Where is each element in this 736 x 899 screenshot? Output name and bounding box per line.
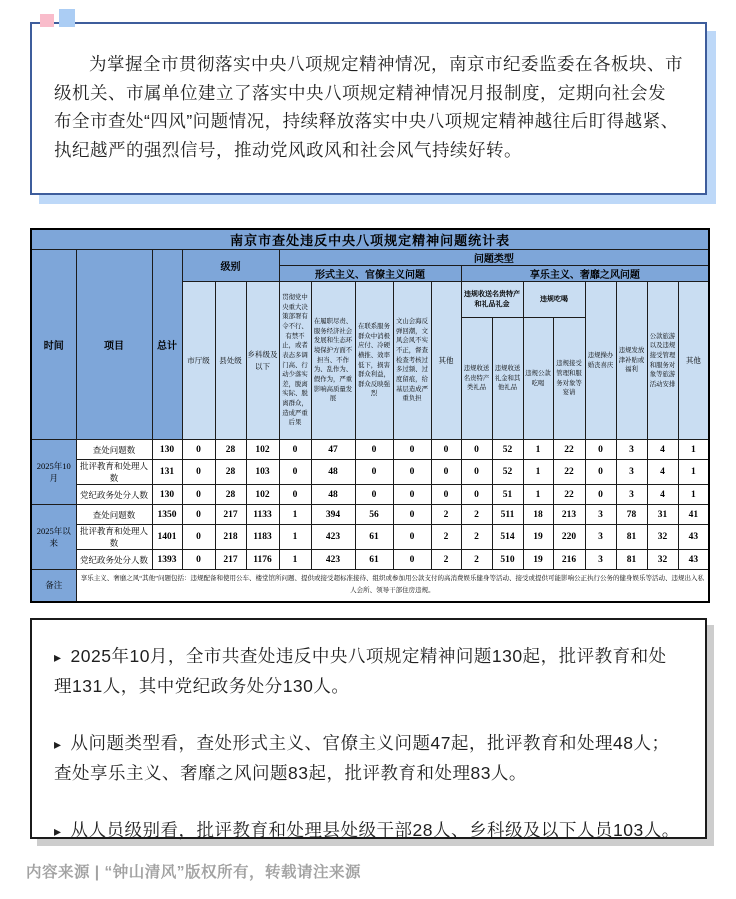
group-header-dining: 违规吃喝 — [523, 282, 585, 318]
period-cell: 2025年以来 — [31, 505, 76, 570]
col-header-level-county: 县处级 — [215, 282, 246, 440]
value-cell: 2 — [461, 505, 492, 525]
value-cell: 0 — [182, 525, 215, 550]
value-cell: 19 — [523, 525, 553, 550]
col-header-weddings-funerals: 违规操办婚丧喜庆 — [585, 282, 616, 440]
value-cell: 31 — [647, 505, 678, 525]
value-cell: 22 — [553, 460, 585, 485]
row-label-cell: 党纪政务处分人数 — [76, 550, 152, 570]
row-label-cell: 批评教育和处理人数 — [76, 460, 152, 485]
bullet-triangle-icon: ▸ — [54, 823, 62, 839]
table-title: 南京市查处违反中央八项规定精神问题统计表 — [31, 229, 709, 250]
value-cell: 61 — [355, 525, 393, 550]
col-header-dining-banquets: 违规接受管理和服务对象等宴请 — [553, 318, 585, 440]
value-cell: 423 — [311, 525, 355, 550]
stats-table — [30, 228, 710, 603]
value-cell: 28 — [215, 460, 246, 485]
value-cell: 3 — [585, 525, 616, 550]
intro-paragraph: 为掌握全市贯彻落实中央八项规定精神情况，南京市纪委监委在各板块、市级机关、市属单位建立了落实中央八项规定精神情况月报制度，定期向社会发布全市查处“四风”问题情况，持续释放落实中央八项规定精神越往后盯得越紧、执纪越严的强烈信号，推动党风政风和社会风气持续好转。 — [54, 54, 683, 160]
value-cell: 0 — [182, 505, 215, 525]
value-cell: 0 — [279, 460, 311, 485]
col-header-total: 总计 — [152, 250, 182, 440]
col-header-allowances: 违规发放津补贴或福利 — [616, 282, 647, 440]
col-header-public-travel: 公款旅游以及违规接受管理和服务对象等旅游活动安排 — [647, 282, 678, 440]
value-cell: 1183 — [246, 525, 279, 550]
value-cell: 22 — [553, 440, 585, 460]
summary-bullet-1 — [54, 642, 683, 700]
value-cell: 48 — [311, 460, 355, 485]
value-cell: 0 — [585, 440, 616, 460]
value-cell: 0 — [461, 440, 492, 460]
value-cell: 0 — [431, 485, 461, 505]
value-cell: 103 — [246, 460, 279, 485]
value-cell: 130 — [152, 485, 182, 505]
table-row — [31, 505, 709, 525]
value-cell: 4 — [647, 440, 678, 460]
value-cell: 1 — [678, 440, 709, 460]
group-header-problem-type: 问题类型 — [279, 250, 709, 266]
value-cell: 514 — [492, 525, 523, 550]
intro-box — [30, 22, 707, 195]
value-cell: 0 — [355, 485, 393, 505]
value-cell: 1 — [279, 550, 311, 570]
value-cell: 1393 — [152, 550, 182, 570]
note-label-cell: 备注 — [31, 570, 76, 602]
value-cell: 3 — [616, 460, 647, 485]
value-cell: 52 — [492, 440, 523, 460]
blue-square-decor-icon — [59, 9, 75, 27]
value-cell: 4 — [647, 460, 678, 485]
col-header-project: 项目 — [76, 250, 152, 440]
value-cell: 220 — [553, 525, 585, 550]
value-cell: 19 — [523, 550, 553, 570]
value-cell: 130 — [152, 440, 182, 460]
col-header-dining-public-funds: 违规公款吃喝 — [523, 318, 553, 440]
value-cell: 0 — [461, 460, 492, 485]
value-cell: 1 — [523, 460, 553, 485]
group-header-hedonism: 享乐主义、奢靡之风问题 — [461, 266, 709, 282]
value-cell: 0 — [355, 460, 393, 485]
value-cell: 43 — [678, 525, 709, 550]
group-header-level: 级别 — [182, 250, 279, 282]
value-cell: 0 — [182, 485, 215, 505]
value-cell: 3 — [616, 485, 647, 505]
col-header-formalism-3: 在联系服务群众中消极应付、冷硬横推、效率低下，损害群众利益，群众反映强烈 — [355, 282, 393, 440]
value-cell: 1 — [678, 485, 709, 505]
value-cell: 0 — [182, 550, 215, 570]
value-cell: 0 — [461, 485, 492, 505]
value-cell: 423 — [311, 550, 355, 570]
table-row — [31, 550, 709, 570]
row-label-cell: 党纪政务处分人数 — [76, 485, 152, 505]
table-row — [31, 440, 709, 460]
value-cell: 51 — [492, 485, 523, 505]
col-header-formalism-2: 在履职尽责、服务经济社会发展和生态环境保护方面不担当、不作为、乱作为、假作为，严重影响高质量发展 — [311, 282, 355, 440]
value-cell: 1 — [279, 525, 311, 550]
value-cell: 41 — [678, 505, 709, 525]
summary-bullet-2-text: 从问题类型看，查处形式主义、官僚主义问题47起，批评教育和处理48人；查处享乐主义、奢靡之风问题83起，批评教育和处理83人。 — [54, 733, 670, 783]
value-cell: 2 — [461, 550, 492, 570]
value-cell: 52 — [492, 460, 523, 485]
value-cell: 0 — [393, 505, 431, 525]
pink-square-decor-icon — [40, 14, 54, 27]
bullet-triangle-icon: ▸ — [54, 649, 62, 665]
value-cell: 511 — [492, 505, 523, 525]
value-cell: 4 — [647, 485, 678, 505]
value-cell: 0 — [355, 440, 393, 460]
value-cell: 2 — [461, 525, 492, 550]
value-cell: 0 — [393, 485, 431, 505]
value-cell: 218 — [215, 525, 246, 550]
value-cell: 2 — [431, 550, 461, 570]
col-header-gifts-specialty: 违规收送名贵特产类礼品 — [461, 318, 492, 440]
value-cell: 1401 — [152, 525, 182, 550]
value-cell: 61 — [355, 550, 393, 570]
value-cell: 28 — [215, 485, 246, 505]
value-cell: 394 — [311, 505, 355, 525]
value-cell: 3 — [616, 440, 647, 460]
col-header-time: 时间 — [31, 250, 76, 440]
value-cell: 0 — [393, 525, 431, 550]
value-cell: 0 — [585, 460, 616, 485]
value-cell: 217 — [215, 505, 246, 525]
summary-bullet-3-text: 从人员级别看，批评教育和处理县处级干部28人、乡科级及以下人员103人。 — [70, 820, 680, 840]
row-label-cell: 查处问题数 — [76, 505, 152, 525]
value-cell: 3 — [585, 550, 616, 570]
value-cell: 0 — [279, 485, 311, 505]
value-cell: 102 — [246, 440, 279, 460]
col-header-formalism-other: 其他 — [431, 282, 461, 440]
value-cell: 1350 — [152, 505, 182, 525]
value-cell: 78 — [616, 505, 647, 525]
value-cell: 2 — [431, 505, 461, 525]
value-cell: 32 — [647, 525, 678, 550]
col-header-formalism-1: 贯彻党中央重大决策部署有令不行、有禁不止，或者表态多调门高、行动少落实差，脱离实际、脱离群众，造成严重后果 — [279, 282, 311, 440]
table-row — [31, 460, 709, 485]
value-cell: 0 — [393, 550, 431, 570]
value-cell: 0 — [279, 440, 311, 460]
value-cell: 0 — [393, 460, 431, 485]
bullet-triangle-icon: ▸ — [54, 736, 62, 752]
period-cell: 2025年10月 — [31, 440, 76, 505]
value-cell: 1176 — [246, 550, 279, 570]
summary-bullet-1-text: 2025年10月，全市共查处违反中央八项规定精神问题130起，批评教育和处理131人，其中党纪政务处分130人。 — [54, 646, 667, 696]
value-cell: 0 — [182, 460, 215, 485]
value-cell: 3 — [585, 505, 616, 525]
value-cell: 0 — [393, 440, 431, 460]
col-header-formalism-4: 文山会海反弹回潮，文风会风不实不正，督查检查考核过多过频、过度留痕，给基层造成严重负担 — [393, 282, 431, 440]
value-cell: 81 — [616, 525, 647, 550]
value-cell: 216 — [553, 550, 585, 570]
value-cell: 0 — [182, 440, 215, 460]
value-cell: 56 — [355, 505, 393, 525]
summary-box — [30, 618, 707, 839]
value-cell: 1 — [523, 440, 553, 460]
summary-bullet-2 — [54, 729, 683, 787]
value-cell: 213 — [553, 505, 585, 525]
group-header-formalism: 形式主义、官僚主义问题 — [279, 266, 461, 282]
value-cell: 81 — [616, 550, 647, 570]
value-cell: 0 — [585, 485, 616, 505]
value-cell: 47 — [311, 440, 355, 460]
value-cell: 510 — [492, 550, 523, 570]
value-cell: 0 — [431, 440, 461, 460]
col-header-hedonism-other: 其他 — [678, 282, 709, 440]
col-header-level-township: 乡科级及以下 — [246, 282, 279, 440]
group-header-gifts: 违规收送名贵特产和礼品礼金 — [461, 282, 523, 318]
value-cell: 131 — [152, 460, 182, 485]
table-row — [31, 525, 709, 550]
col-header-level-city: 市厅级 — [182, 282, 215, 440]
value-cell: 48 — [311, 485, 355, 505]
value-cell: 1 — [279, 505, 311, 525]
note-row — [31, 570, 709, 602]
value-cell: 22 — [553, 485, 585, 505]
table-data-rows — [31, 440, 709, 570]
row-label-cell: 批评教育和处理人数 — [76, 525, 152, 550]
footer-copyright: 内容来源 | “钟山清风”版权所有，转载请注来源 — [26, 864, 361, 881]
value-cell: 0 — [431, 460, 461, 485]
table-row — [31, 485, 709, 505]
value-cell: 2 — [431, 525, 461, 550]
value-cell: 1133 — [246, 505, 279, 525]
value-cell: 1 — [678, 460, 709, 485]
col-header-gifts-cash: 违规收送礼金和其他礼品 — [492, 318, 523, 440]
row-label-cell: 查处问题数 — [76, 440, 152, 460]
value-cell: 1 — [523, 485, 553, 505]
value-cell: 217 — [215, 550, 246, 570]
value-cell: 28 — [215, 440, 246, 460]
value-cell: 43 — [678, 550, 709, 570]
note-text-cell: 享乐主义、奢靡之风“其他”问题包括：违规配备和使用公车、楼堂馆所问题、提供或接受超标准接待、组织或参加用公款支付的高消费娱乐健身等活动、接受或提供可能影响公正执行公务的健身娱乐等活动、违规出入私人会所、领导干部住房违规。 — [76, 570, 709, 602]
value-cell: 32 — [647, 550, 678, 570]
value-cell: 18 — [523, 505, 553, 525]
summary-bullet-3 — [54, 816, 683, 846]
value-cell: 102 — [246, 485, 279, 505]
